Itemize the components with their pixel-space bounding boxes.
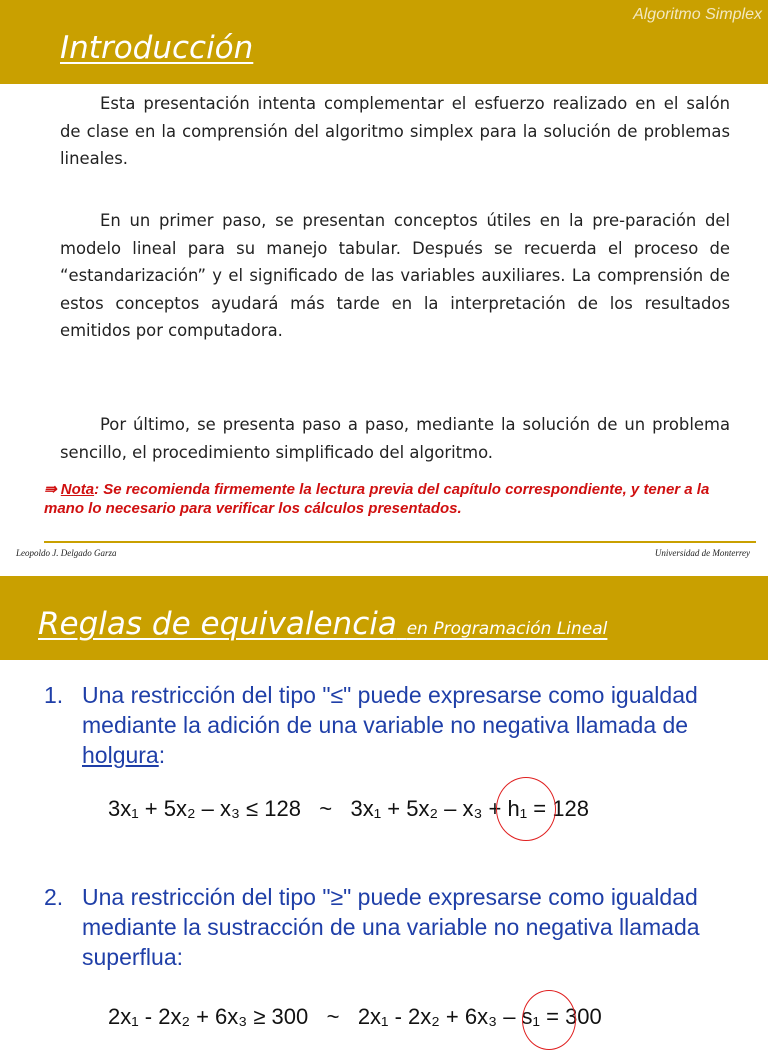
rule-item-1 (44, 680, 734, 776)
title-suffix: en Programación Lineal (406, 619, 608, 639)
corner-label: Algoritmo Simplex (633, 6, 762, 23)
item-text-main: Una restricción del tipo "≤" puede expresarse como igualdad mediante la adición de una variable no negativa llamada de (82, 682, 698, 738)
arrow-icon: ⇛ (44, 481, 57, 498)
eq1-sep: ~ (319, 796, 333, 821)
item-text: Una restricción del tipo "≥" puede expresarse como igualdad mediante la sustracción de una variable no negativa llamada superflua: (82, 884, 700, 970)
footer-divider (44, 541, 756, 543)
eq1-lhs: 3x₁ + 5x₂ – x₃ ≤ 128 (108, 796, 301, 821)
eq2-surplus: – s₁ (503, 1004, 540, 1029)
slide-gap (0, 568, 768, 576)
slack-highlight-circle (496, 777, 556, 841)
item-text (82, 680, 732, 770)
paragraph-1: Esta presentación intenta complementar el esfuerzo realizado en el salón de clase en la comprensión del algoritmo simplex para la solución de problemas lineales. (60, 94, 730, 168)
note-body: : Se recomienda firmemente la lectura previa del capítulo correspondiente, y tener a la mano lo necesario para verificar los cálculos presentados. (44, 481, 710, 517)
note-label: Nota (60, 481, 95, 498)
footer-institution: Universidad de Monterrey (654, 548, 750, 558)
eq2-rhs-b: = 300 (546, 1004, 602, 1029)
surplus-highlight-circle (522, 990, 576, 1050)
paragraph-2: En un primer paso, se presentan conceptos útiles en la pre-paración del modelo lineal para su manejo tabular. Después se recuerda el proceso de “estandarización” y el significado de las variables auxiliares. La comprensión de estos conceptos ayudará más tarde en la interpretación de los resultados emitidos por computadora. (60, 211, 730, 340)
slide-title-2 (38, 606, 607, 642)
eq2-sep: ~ (326, 1004, 340, 1029)
paragraph-3: Por último, se presenta paso a paso, mediante la solución de un problema sencillo, el procedimiento simplificado del algoritmo. (60, 415, 730, 462)
item-term: holgura (82, 742, 159, 768)
eq1-rhs-a: 3x₁ + 5x₂ – x₃ (350, 796, 483, 821)
item-number: 2. (44, 884, 64, 910)
eq1-rhs-b: = 128 (533, 796, 589, 821)
title-main: Reglas de equivalencia (38, 606, 397, 642)
rule-item-2 (44, 882, 734, 978)
eq2-rhs-a: 2x₁ - 2x₂ + 6x₃ (357, 1004, 498, 1029)
footer-author: Leopoldo J. Delgado Garza (16, 548, 117, 558)
note-text (44, 480, 734, 518)
eq1-slack: + h₁ (488, 796, 528, 821)
slide-title: Introducción (60, 30, 254, 66)
item-text-end: : (158, 742, 166, 768)
item-number: 1. (44, 682, 64, 708)
eq2-lhs: 2x₁ - 2x₂ + 6x₃ ≥ 300 (108, 1004, 309, 1029)
